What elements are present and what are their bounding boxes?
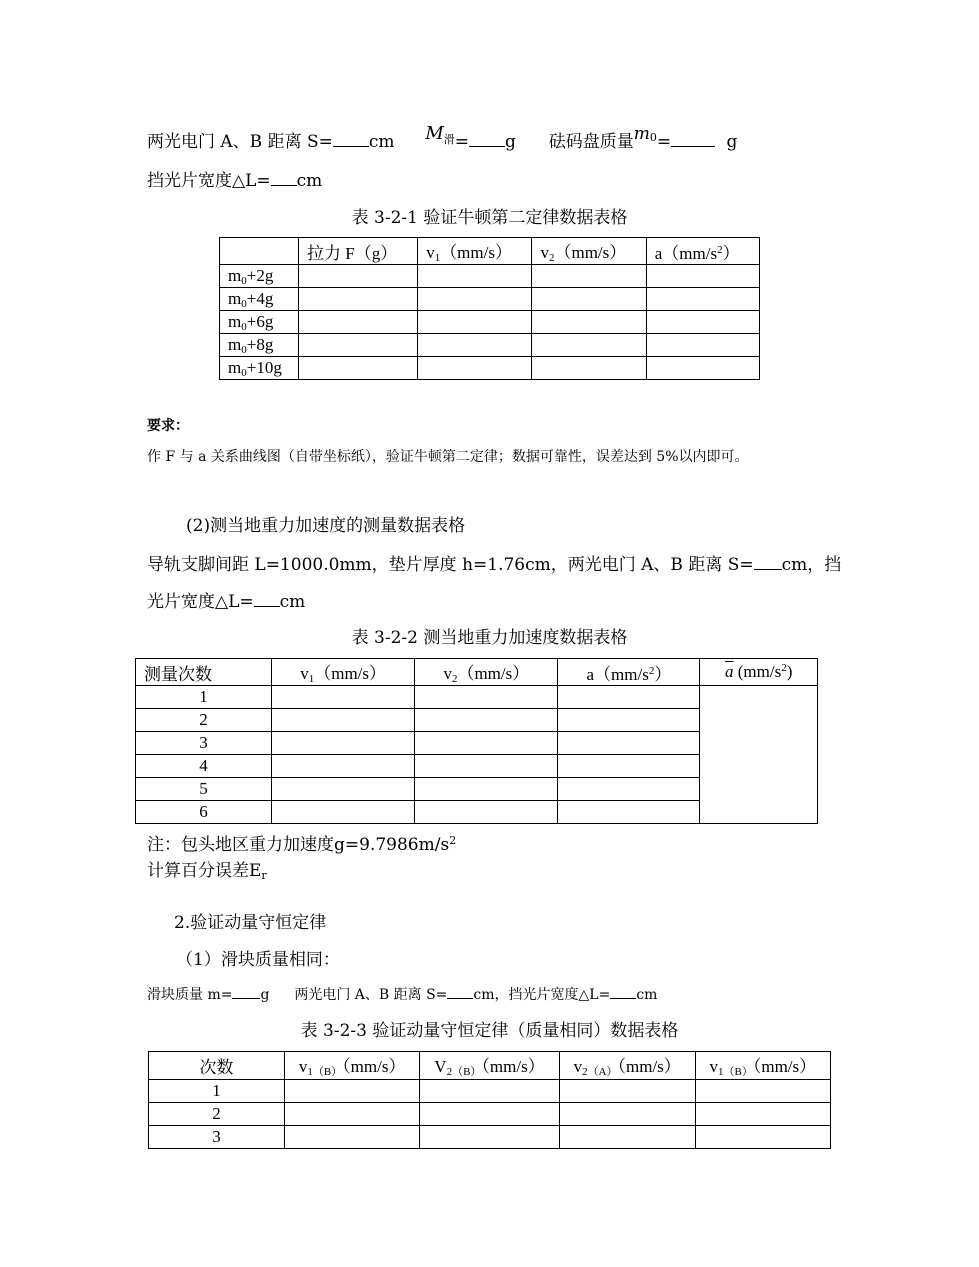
input-cell[interactable] [415,801,558,824]
table1-caption: 表 3-2-1 验证牛顿第二定律数据表格 [351,208,628,228]
slider-mass-blank[interactable] [232,986,260,999]
table-row [220,311,760,334]
input-cell[interactable] [532,288,646,311]
row-label: $m_0+6g$ [220,311,299,334]
header-v1: $v_1(mm/s)$ [272,659,415,686]
input-cell[interactable] [272,709,415,732]
row-index: 3 [149,1126,285,1149]
unit-cm: cm [296,171,323,191]
table-row [149,1103,831,1126]
row-index: 6 [136,801,272,824]
input-cell[interactable] [559,1103,695,1126]
input-cell[interactable] [418,357,532,380]
table-header-row [136,659,818,686]
input-cell[interactable] [558,755,700,778]
header-v2: $v_2(mm/s)$ [532,238,646,265]
header-force: 拉力 F（g） [299,238,418,265]
table1 [219,237,760,380]
table-row [220,265,760,288]
row-label: $m_0+10g$ [220,357,299,380]
section2-heading: (2)测当地重力加速度的测量数据表格 [186,516,466,536]
input-cell[interactable] [285,1103,420,1126]
input-cell[interactable] [558,686,700,709]
table3 [148,1051,831,1149]
header-a: $a(mm/s^2)$ [646,238,759,265]
input-cell[interactable] [415,732,558,755]
input-cell[interactable] [532,357,646,380]
input-cell[interactable] [532,334,646,357]
input-cell[interactable] [646,334,759,357]
requirements-title: 要求： [147,418,189,434]
table-row [220,357,760,380]
header-a: $a(mm/s^2)$ [558,659,700,686]
input-cell[interactable] [695,1126,830,1149]
table-row [149,1126,831,1149]
rail-params-line [147,550,841,575]
input-cell[interactable] [299,311,418,334]
input-cell[interactable] [272,686,415,709]
section3-subheading: （1）滑块质量相同： [176,950,340,970]
rail-params-tail: cm，挡 [781,555,842,575]
tray-mass-blank[interactable] [671,132,715,147]
input-cell[interactable] [299,334,418,357]
input-cell[interactable] [272,755,415,778]
shutter-width-label: 光片宽度△L= [147,592,254,612]
shutter-width-line [147,166,322,191]
tray-mass-label: 砝码盘质量 [548,132,634,152]
slider-params-line [147,984,657,1004]
input-cell[interactable] [299,357,418,380]
input-cell[interactable] [559,1080,695,1103]
shutter-width-label: cm，挡光片宽度△L= [473,987,611,1003]
input-cell[interactable] [532,265,646,288]
gates-distance-blank[interactable] [333,132,369,147]
table3-caption: 表 3-2-3 验证动量守恒定律（质量相同）数据表格 [300,1021,679,1041]
header-count: 测量次数 [136,659,272,686]
input-cell[interactable] [558,801,700,824]
input-cell[interactable] [415,755,558,778]
header-v1b-2: $v_{1(B)}(mm/s)$ [695,1052,830,1080]
table2 [135,658,818,824]
input-cell[interactable] [415,778,558,801]
row-label: $m_0+4g$ [220,288,299,311]
input-cell[interactable] [646,265,759,288]
header-cell-empty [220,238,299,265]
shutter-width-line [147,587,305,612]
header-v2b: $V_{2(B)}(mm/s)$ [420,1052,559,1080]
tray-mass-subscript: 0 [649,131,657,144]
input-cell[interactable] [695,1080,830,1103]
table-row [136,686,818,709]
input-cell[interactable] [420,1080,559,1103]
error-calc-note: 计算百分误差$E_r$ [147,861,267,882]
tray-mass-symbol: m [633,124,650,144]
input-cell[interactable] [418,311,532,334]
gravity-note: 注：包头地区重力加速度$g=9.7986m/s^2$ [147,834,457,855]
input-cell[interactable] [285,1080,420,1103]
input-cell[interactable] [272,801,415,824]
shutter-width-label: 挡光片宽度△L= [147,171,271,191]
row-index: 1 [149,1080,285,1103]
input-cell[interactable] [646,288,759,311]
header-v2a: $v_{2(A)}(mm/s)$ [559,1052,695,1080]
table-header-row [220,238,760,265]
header-v1: $v_1(mm/s)$ [418,238,532,265]
input-cell[interactable] [559,1126,695,1149]
row-index: 2 [136,709,272,732]
unit-cm: cm [636,987,658,1003]
slider-mass-label: 滑块质量 m= [147,987,233,1003]
table-header-row [149,1052,831,1080]
input-cell[interactable] [420,1103,559,1126]
input-cell[interactable] [646,311,759,334]
shutter-width-blank[interactable] [271,171,297,186]
unit-g: g [726,132,738,152]
equals-sign: = [454,132,470,152]
header-count: 次数 [149,1052,285,1080]
slider-mass-blank[interactable] [469,132,505,147]
row-index: 3 [136,732,272,755]
input-cell[interactable] [695,1103,830,1126]
input-cell[interactable] [558,778,700,801]
unit-cm: cm [279,592,306,612]
unit-g: g [505,132,516,152]
row-index: 2 [149,1103,285,1126]
input-cell[interactable] [418,334,532,357]
input-cell[interactable] [272,732,415,755]
slider-mass-subscript: 滑 [443,133,455,146]
unit-g: g [260,987,270,1003]
input-cell[interactable] [415,709,558,732]
input-cell[interactable] [532,311,646,334]
input-cell[interactable] [415,686,558,709]
input-cell[interactable] [418,288,532,311]
gates-distance-blank[interactable] [754,555,782,570]
shutter-width-blank[interactable] [610,986,636,999]
header-v2: $v_2(mm/s)$ [415,659,558,686]
table2-caption: 表 3-2-2 测当地重力加速度数据表格 [351,628,628,648]
equals-sign: = [656,132,672,152]
row-label: $m_0+2g$ [220,265,299,288]
average-cell[interactable] [700,686,818,824]
header-abar: $\overline{a}$ $(mm/s^2)$ [700,659,818,686]
requirements-text: 作 F 与 a 关系曲线图（自带坐标纸），验证牛顿第二定律；数据可靠性，误差达到 5%以内即可。 [147,449,749,465]
input-cell[interactable] [418,265,532,288]
input-cell[interactable] [558,709,700,732]
rail-params-label: 导轨支脚间距 L=1000.0mm，垫片厚度 h=1.76cm，两光电门 A、B 距离 S= [147,555,754,575]
input-cell[interactable] [299,265,418,288]
input-cell[interactable] [299,288,418,311]
table-row [220,288,760,311]
input-cell[interactable] [646,357,759,380]
table-row [220,334,760,357]
header-v1b: $v_{1(B)}(mm/s)$ [285,1052,420,1080]
input-cell[interactable] [285,1126,420,1149]
slider-mass-symbol: M [425,123,444,144]
gates-distance-label: 两光电门 A、B 距离 S= [147,132,333,152]
gates-distance-label: 两光电门 A、B 距离 S= [294,987,448,1003]
table-row [149,1080,831,1103]
gates-distance-blank[interactable] [447,986,473,999]
input-cell[interactable] [272,778,415,801]
shutter-width-blank[interactable] [254,592,280,607]
input-cell[interactable] [558,732,700,755]
gates-mass-line [147,123,738,152]
row-index: 4 [136,755,272,778]
section3-heading: 2.验证动量守恒定律 [174,913,327,933]
row-index: 5 [136,778,272,801]
row-label: $m_0+8g$ [220,334,299,357]
input-cell[interactable] [420,1126,559,1149]
unit-cm: cm [368,132,395,152]
row-index: 1 [136,686,272,709]
